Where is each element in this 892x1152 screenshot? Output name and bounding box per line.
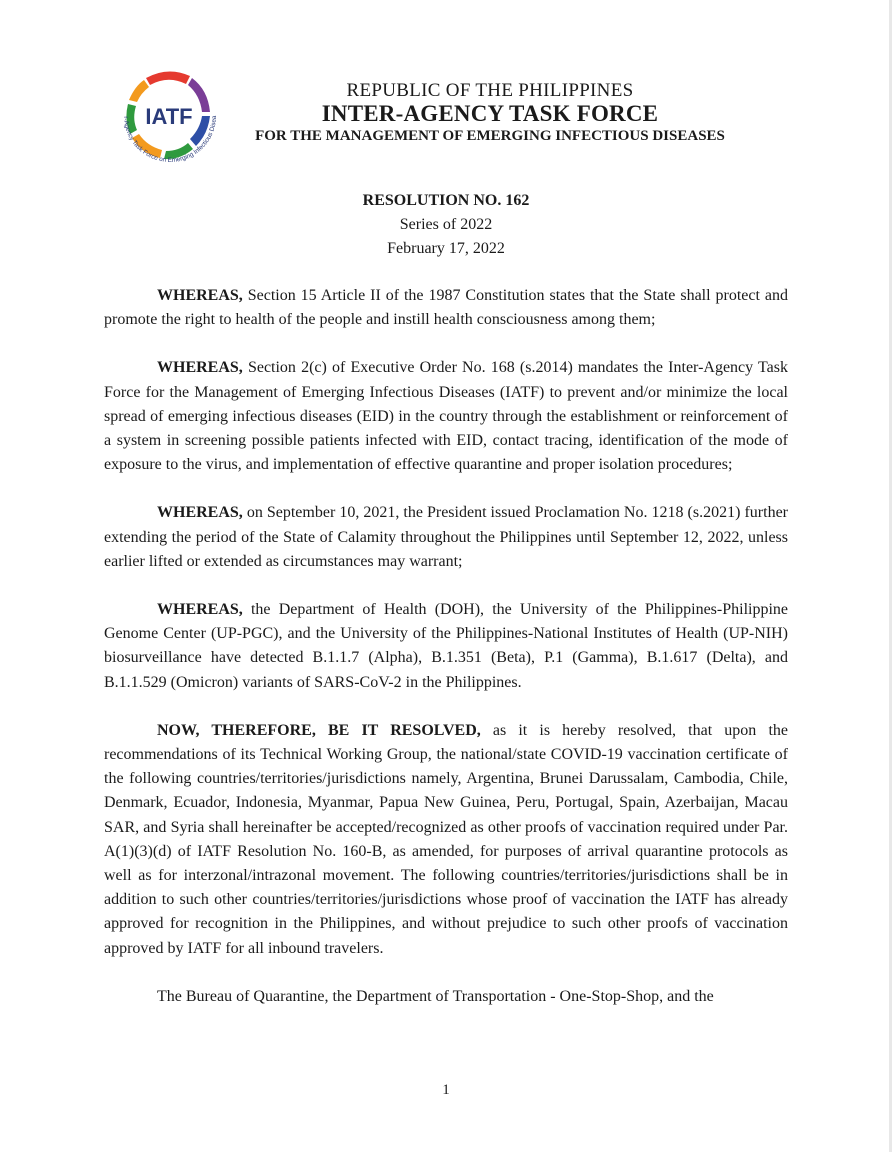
header-subtitle: FOR THE MANAGEMENT OF EMERGING INFECTIOUS DISEASES <box>255 128 725 144</box>
iatf-logo <box>108 58 230 180</box>
paragraph-text: the Department of Health (DOH), the University of the Philippines-Philippine Genome Center (UP-PGC), and the University of the Philippines-National Institutes of Health (UP-NIH) biosurveillance have detected B.1.1.7 (Alpha), B.1.351 (Beta), P.1 (Gamma), B.1.617 (Delta), and B.1.1.529 (Omicron) variants of SARS-CoV-2 in the Philippines. <box>104 601 788 691</box>
paragraph-text: Section 15 Article II of the 1987 Constitution states that the State shall protect and promote the right to health of the people and instill health consciousness among them; <box>104 287 788 329</box>
paragraph-text: on September 10, 2021, the President issued Proclamation No. 1218 (s.2021) further extending the period of the State of Calamity throughout the Philippines until September 12, 2022, unless earlier lifted or extended as circumstances may warrant; <box>104 504 788 570</box>
paragraph-lead: WHEREAS, <box>157 359 243 377</box>
logo-text: IATF <box>145 104 193 129</box>
logo-arc-orange-left <box>129 80 149 102</box>
paragraph-text: as it is hereby resolved, that upon the recommendations of its Technical Working Group, the national/state COVID-19 vaccination certificate of the following countries/territories/jurisdictions namely, Argentina, Brunei Darussalam, Cambodia, Chile, Denmark, Ecuador, Indonesia, Myanmar, Papua New Guinea, Peru, Portugal, Spain, Azerbaijan, Macau SAR, and Syria shall hereinafter be accepted/recognized as other proofs of vaccination required under Par. A(1)(3)(d) of IATF Resolution No. 160-B, as amended, for purposes of arrival quarantine protocols as well as for interzonal/intrazonal movement. The following countries/territories/jurisdictions shall be in addition to such other countries/territories/jurisdictions whose proof of vaccination the IATF has already approved for recognition in the Philippines, and without prejudice to such other proofs of vaccination approved by IATF for all inbound travelers. <box>104 721 788 957</box>
paragraph-lead: WHEREAS, <box>157 601 243 619</box>
continuation-paragraph <box>104 985 788 1009</box>
resolution-number: RESOLUTION NO. 162 <box>362 192 530 209</box>
whereas-paragraph-2 <box>104 356 788 477</box>
paragraph-lead: WHEREAS, <box>157 504 243 522</box>
whereas-paragraph-4 <box>104 598 788 695</box>
logo-arc-red <box>146 71 190 85</box>
resolved-paragraph <box>104 719 788 961</box>
resolution-heading <box>0 189 892 261</box>
paragraph-text: Section 2(c) of Executive Order No. 168 (s.2014) mandates the Inter-Agency Task Force for the Management of Emerging Infectious Diseases (IATF) to prevent and/or minimize the local spread of emerging infectious diseases (EID) in the country through the establishment or reinforcement of a system in screening possible patients infected with EID, contact tracing, identification of the mode of exposure to the virus, and implementation of effective quarantine and proper isolation procedures; <box>104 359 788 474</box>
resolution-series: Series of 2022 <box>399 216 493 233</box>
letterhead <box>230 80 750 145</box>
logo-ring-text: r-Agency Task Force on Emerging Infectious Disea <box>121 115 219 165</box>
paragraph-lead: WHEREAS, <box>157 287 243 304</box>
header-republic: REPUBLIC OF THE PHILIPPINES <box>346 80 634 101</box>
paragraph-text: The Bureau of Quarantine, the Department of Transportation - One-Stop-Shop, and the <box>157 987 714 1005</box>
paragraph-lead: NOW, THEREFORE, BE IT RESOLVED, <box>157 721 481 739</box>
resolution-body <box>104 284 788 1033</box>
page-number: 1 <box>442 1082 450 1098</box>
whereas-paragraph-1 <box>104 284 788 332</box>
header-agency: INTER-AGENCY TASK FORCE <box>321 101 659 126</box>
whereas-paragraph-3 <box>104 501 788 574</box>
resolution-date: February 17, 2022 <box>387 240 505 257</box>
